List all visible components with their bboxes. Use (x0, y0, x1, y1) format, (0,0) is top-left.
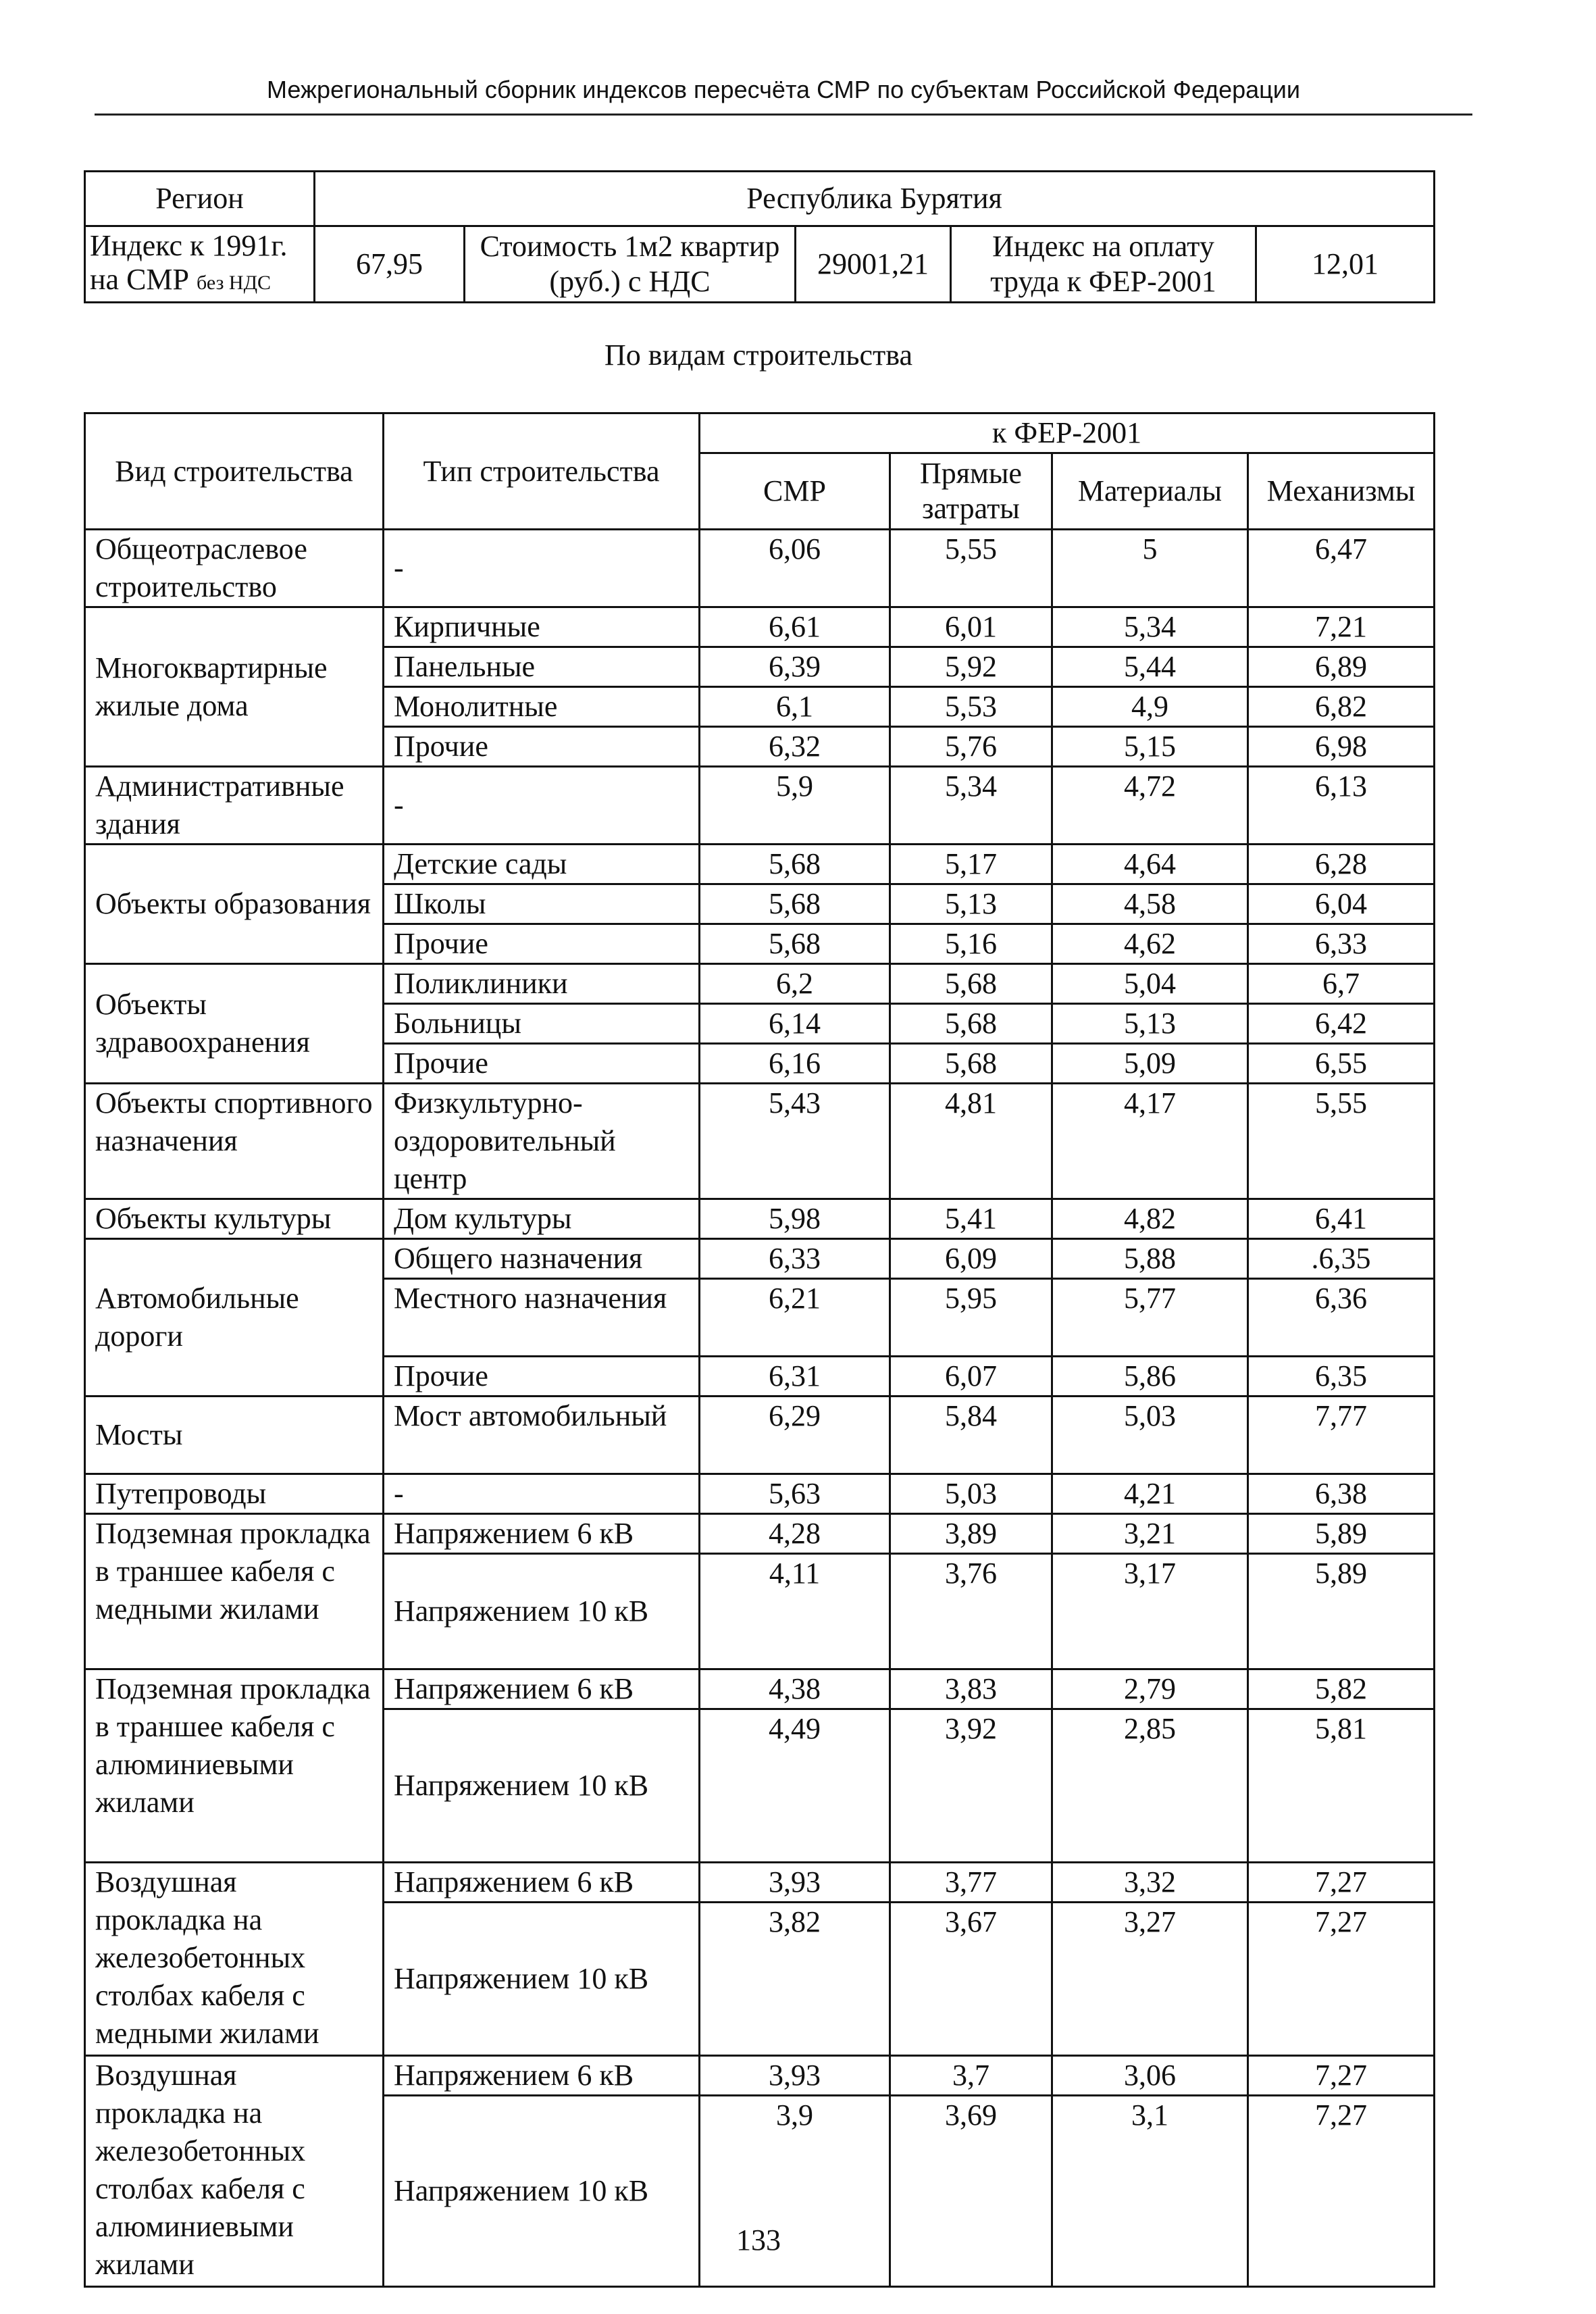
cell-pryamye: 6,09 (890, 1239, 1052, 1279)
cell-smr: 6,2 (700, 964, 890, 1004)
cell-mekhanizmy: 6,55 (1248, 1044, 1435, 1084)
cell-tip: Прочие (384, 1357, 700, 1397)
cell-materialy: 4,82 (1052, 1199, 1248, 1239)
cell-vid: Общеотраслевое строительство (85, 530, 384, 607)
cell-smr: 5,68 (700, 924, 890, 964)
table-row (85, 1084, 1435, 1199)
cell-mekhanizmy: 6,7 (1248, 964, 1435, 1004)
cell-mekhanizmy: .6,35 (1248, 1239, 1435, 1279)
cell-pryamye: 5,84 (890, 1397, 1052, 1474)
cell-vid: Объекты образования (85, 845, 384, 964)
cell-materialy: 3,21 (1052, 1514, 1248, 1554)
index-value: 67,95 (315, 226, 465, 303)
index-label-line2 (90, 263, 309, 300)
index-label (85, 226, 315, 303)
table-row (85, 1669, 1435, 1709)
cell-pryamye: 5,17 (890, 845, 1052, 884)
cell-smr: 3,93 (700, 1863, 890, 1903)
cell-smr: 6,16 (700, 1044, 890, 1084)
cell-vid: Объекты спортивного назначения (85, 1084, 384, 1199)
cell-tip: Напряжением 10 кВ (384, 1554, 700, 1669)
cell-tip: Панельные (384, 647, 700, 687)
cell-smr: 5,43 (700, 1084, 890, 1199)
cell-tip: - (384, 530, 700, 607)
section-subtitle: По видам строительства (604, 338, 912, 372)
header-tip: Тип строительства (384, 413, 700, 530)
cell-vid: Автомобильные дороги (85, 1239, 384, 1397)
cell-pryamye: 4,81 (890, 1084, 1052, 1199)
cell-mekhanizmy: 7,27 (1248, 1863, 1435, 1903)
cell-materialy: 5,03 (1052, 1397, 1248, 1474)
cell-smr: 3,93 (700, 2056, 890, 2096)
cell-materialy: 3,32 (1052, 1863, 1248, 1903)
cell-materialy: 5,13 (1052, 1004, 1248, 1044)
cell-tip: - (384, 1474, 700, 1514)
cell-materialy: 5,04 (1052, 964, 1248, 1004)
cell-tip: Напряжением 10 кВ (384, 1709, 700, 1863)
cell-pryamye: 5,68 (890, 964, 1052, 1004)
table-row (85, 767, 1435, 845)
cell-smr: 6,32 (700, 727, 890, 767)
cell-vid: Воздушная прокладка на железобетонных столбах кабеля с медными жилами (85, 1863, 384, 2056)
cell-tip: Кирпичные (384, 607, 700, 647)
cell-mekhanizmy: 6,13 (1248, 767, 1435, 845)
cell-materialy: 2,85 (1052, 1709, 1248, 1863)
cell-tip: Напряжением 6 кВ (384, 1863, 700, 1903)
cell-smr: 5,68 (700, 845, 890, 884)
cell-materialy: 4,58 (1052, 884, 1248, 924)
cell-pryamye: 5,76 (890, 727, 1052, 767)
cell-mekhanizmy: 6,42 (1248, 1004, 1435, 1044)
cell-tip: Детские сады (384, 845, 700, 884)
cell-materialy: 5 (1052, 530, 1248, 607)
cell-materialy: 4,17 (1052, 1084, 1248, 1199)
cell-smr: 5,68 (700, 884, 890, 924)
header-mekhanizmy: Механизмы (1248, 453, 1435, 530)
cell-smr: 6,39 (700, 647, 890, 687)
header-fer-group: к ФЕР-2001 (700, 413, 1435, 453)
cell-mekhanizmy: 6,35 (1248, 1357, 1435, 1397)
cell-smr: 4,38 (700, 1669, 890, 1709)
table-body (85, 530, 1435, 2287)
cell-mekhanizmy: 7,27 (1248, 1903, 1435, 2056)
cell-tip: - (384, 767, 700, 845)
cell-smr: 3,9 (700, 2096, 890, 2287)
cell-pryamye: 3,77 (890, 1863, 1052, 1903)
header-materialy: Материалы (1052, 453, 1248, 530)
cell-mekhanizmy: 6,38 (1248, 1474, 1435, 1514)
cell-tip: Монолитные (384, 687, 700, 727)
cell-tip: Больницы (384, 1004, 700, 1044)
cell-materialy: 3,06 (1052, 2056, 1248, 2096)
header-smr: СМР (700, 453, 890, 530)
header-pryamye: Прямые затраты (890, 453, 1052, 530)
cell-materialy: 2,79 (1052, 1669, 1248, 1709)
cell-pryamye: 6,01 (890, 607, 1052, 647)
cell-tip: Дом культуры (384, 1199, 700, 1239)
cell-materialy: 5,09 (1052, 1044, 1248, 1084)
cost-value: 29001,21 (796, 226, 951, 303)
cell-tip: Общего назначения (384, 1239, 700, 1279)
cell-mekhanizmy: 7,27 (1248, 2096, 1435, 2287)
cell-vid: Объекты здравоохранения (85, 964, 384, 1084)
cell-smr: 6,29 (700, 1397, 890, 1474)
cell-vid: Путепроводы (85, 1474, 384, 1514)
cell-tip: Прочие (384, 924, 700, 964)
wage-label: Индекс на оплату труда к ФЕР-2001 (951, 226, 1256, 303)
cell-tip: Поликлиники (384, 964, 700, 1004)
cell-tip: Напряжением 10 кВ (384, 2096, 700, 2287)
cell-mekhanizmy: 5,55 (1248, 1084, 1435, 1199)
cell-vid: Объекты культуры (85, 1199, 384, 1239)
cell-mekhanizmy: 7,27 (1248, 2056, 1435, 2096)
cell-mekhanizmy: 7,77 (1248, 1397, 1435, 1474)
region-label: Регион (85, 172, 315, 226)
cell-materialy: 5,15 (1052, 727, 1248, 767)
cell-mekhanizmy: 5,82 (1248, 1669, 1435, 1709)
cell-vid: Административные здания (85, 767, 384, 845)
cell-pryamye: 5,55 (890, 530, 1052, 607)
cell-smr: 5,63 (700, 1474, 890, 1514)
cell-mekhanizmy: 6,04 (1248, 884, 1435, 924)
cell-smr: 5,98 (700, 1199, 890, 1239)
cell-smr: 3,82 (700, 1903, 890, 2056)
page-number: 133 (736, 2223, 781, 2257)
table-row (85, 607, 1435, 647)
cell-materialy: 4,9 (1052, 687, 1248, 727)
table-row (85, 1514, 1435, 1554)
cell-materialy: 5,88 (1052, 1239, 1248, 1279)
cell-mekhanizmy: 6,33 (1248, 924, 1435, 964)
header-rule (95, 114, 1472, 116)
cell-materialy: 4,21 (1052, 1474, 1248, 1514)
cell-pryamye: 5,41 (890, 1199, 1052, 1239)
cell-tip: Прочие (384, 727, 700, 767)
cell-materialy: 5,34 (1052, 607, 1248, 647)
cell-vid: Многоквартирные жилые дома (85, 607, 384, 767)
cell-pryamye: 5,16 (890, 924, 1052, 964)
cell-pryamye: 3,89 (890, 1514, 1052, 1554)
cell-mekhanizmy: 5,89 (1248, 1514, 1435, 1554)
region-value: Республика Бурятия (315, 172, 1435, 226)
cell-mekhanizmy: 6,28 (1248, 845, 1435, 884)
cell-mekhanizmy: 5,81 (1248, 1709, 1435, 1863)
cell-pryamye: 5,34 (890, 767, 1052, 845)
cell-materialy: 4,64 (1052, 845, 1248, 884)
cell-smr: 4,11 (700, 1554, 890, 1669)
cost-label: Стоимость 1м2 квартир (руб.) с НДС (465, 226, 796, 303)
cell-smr: 6,61 (700, 607, 890, 647)
cell-pryamye: 5,03 (890, 1474, 1052, 1514)
cell-mekhanizmy: 6,82 (1248, 687, 1435, 727)
cell-smr: 6,33 (700, 1239, 890, 1279)
cell-pryamye: 3,7 (890, 2056, 1052, 2096)
cell-materialy: 4,72 (1052, 767, 1248, 845)
cell-tip: Мост автомобильный (384, 1397, 700, 1474)
cell-pryamye: 5,95 (890, 1279, 1052, 1357)
cell-pryamye: 6,07 (890, 1357, 1052, 1397)
cell-smr: 6,14 (700, 1004, 890, 1044)
table-row (85, 845, 1435, 884)
cell-pryamye: 5,53 (890, 687, 1052, 727)
table-row (85, 1397, 1435, 1474)
cell-materialy: 5,86 (1052, 1357, 1248, 1397)
cell-smr: 6,1 (700, 687, 890, 727)
cell-tip: Напряжением 6 кВ (384, 1514, 700, 1554)
cell-mekhanizmy: 6,47 (1248, 530, 1435, 607)
cell-pryamye: 3,83 (890, 1669, 1052, 1709)
table-row (85, 1199, 1435, 1239)
table-row (85, 530, 1435, 607)
cell-tip: Физкультурно-оздоровительный центр (384, 1084, 700, 1199)
region-table (84, 170, 1435, 303)
cell-materialy: 4,62 (1052, 924, 1248, 964)
index-label-small: без НДС (197, 271, 272, 294)
running-header: Межрегиональный сборник индексов пересчёта СМР по субъектам Российской Федерации (266, 76, 1301, 103)
cell-materialy: 3,1 (1052, 2096, 1248, 2287)
cell-smr: 5,9 (700, 767, 890, 845)
cell-materialy: 5,44 (1052, 647, 1248, 687)
cell-tip: Школы (384, 884, 700, 924)
cell-pryamye: 3,67 (890, 1903, 1052, 2056)
cell-materialy: 3,17 (1052, 1554, 1248, 1669)
table-row (85, 1863, 1435, 1903)
cell-pryamye: 5,13 (890, 884, 1052, 924)
cell-smr: 6,31 (700, 1357, 890, 1397)
cell-mekhanizmy: 6,36 (1248, 1279, 1435, 1357)
cell-tip: Местного назначения (384, 1279, 700, 1357)
cell-smr: 6,06 (700, 530, 890, 607)
cell-tip: Прочие (384, 1044, 700, 1084)
cell-tip: Напряжением 10 кВ (384, 1903, 700, 2056)
table-row (85, 964, 1435, 1004)
header-vid: Вид строительства (85, 413, 384, 530)
cell-pryamye: 5,68 (890, 1004, 1052, 1044)
construction-index-table (84, 412, 1435, 2288)
cell-vid: Подземная прокладка в траншее кабеля с медными жилами (85, 1514, 384, 1669)
index-label-line1: Индекс к 1991г. (90, 228, 288, 262)
cell-smr: 4,49 (700, 1709, 890, 1863)
cell-mekhanizmy: 6,41 (1248, 1199, 1435, 1239)
cell-vid: Воздушная прокладка на железобетонных столбах кабеля с алюминиевыми жилами (85, 2056, 384, 2287)
cell-mekhanizmy: 7,21 (1248, 607, 1435, 647)
cell-tip: Напряжением 6 кВ (384, 2056, 700, 2096)
cell-mekhanizmy: 6,89 (1248, 647, 1435, 687)
table-row (85, 2056, 1435, 2096)
cell-pryamye: 3,92 (890, 1709, 1052, 1863)
cell-pryamye: 5,92 (890, 647, 1052, 687)
cell-smr: 4,28 (700, 1514, 890, 1554)
cell-smr: 6,21 (700, 1279, 890, 1357)
cell-materialy: 5,77 (1052, 1279, 1248, 1357)
cell-tip: Напряжением 6 кВ (384, 1669, 700, 1709)
cell-pryamye: 3,76 (890, 1554, 1052, 1669)
cell-materialy: 3,27 (1052, 1903, 1248, 2056)
cell-pryamye: 5,68 (890, 1044, 1052, 1084)
cell-vid: Мосты (85, 1397, 384, 1474)
index-label-smr: на СМР (90, 262, 190, 296)
cell-mekhanizmy: 6,98 (1248, 727, 1435, 767)
cell-mekhanizmy: 5,89 (1248, 1554, 1435, 1669)
table-row (85, 1474, 1435, 1514)
cell-pryamye: 3,69 (890, 2096, 1052, 2287)
cell-vid: Подземная прокладка в траншее кабеля с алюминиевыми жилами (85, 1669, 384, 1863)
wage-value: 12,01 (1256, 226, 1435, 303)
table-row (85, 1239, 1435, 1279)
